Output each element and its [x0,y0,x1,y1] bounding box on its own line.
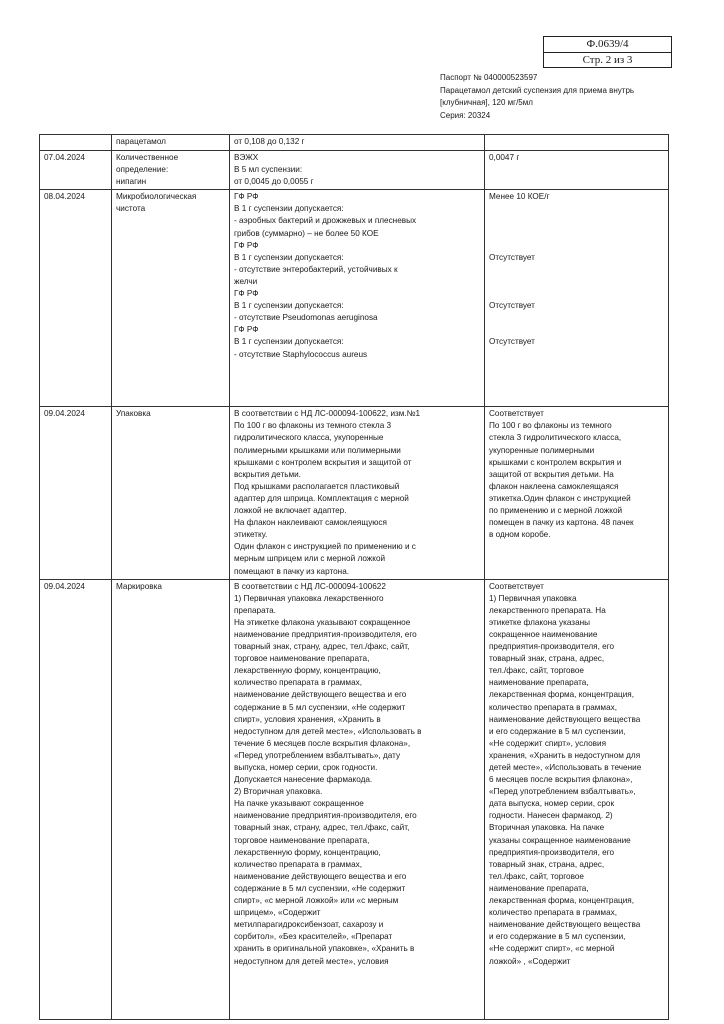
test-cell [112,579,230,1019]
result-line: предприятия-производителя, его [489,642,615,652]
date-line [44,136,107,148]
result-line [489,240,664,252]
result-line: указаны сокращенное наименование [489,835,631,845]
norm-line: метилпарагидроксибензоат, сахарозу и [234,920,384,930]
page-number: Стр. 2 из 3 [582,54,633,66]
result-line [489,264,664,276]
passport-header [440,72,634,122]
date-cell [40,151,112,190]
norm-line: ГФ РФ [234,289,259,299]
norm-line: от 0,108 до 0,132 г [234,137,305,146]
product-dosage: [клубничная], 120 мг/5мл [440,98,533,107]
norm-line: ГФ РФ [234,192,259,202]
result-line: и его содержание в 5 мл суспензии, [489,726,626,736]
result-line: 0,0047 г [489,153,520,162]
result-line: Отсутствует [489,337,535,347]
norm-line: Один флакон с инструкцией по применению и с [234,542,416,552]
result-line: «Перед употреблением взбалтывать», [489,787,636,797]
result-line: товарный знак, страна, адрес, [489,654,605,664]
norm-line: - отсутствие Pseudomonas aeruginosa [234,313,378,323]
norm-line: наименование предприятия-производителя, его [234,811,417,821]
norm-cell [230,579,485,1019]
norm-line: На пачке указывают сокращенное [234,799,364,809]
norm-line: - аэробных бактерий и дрожжевых и плесневых [234,216,417,226]
result-line: лекарственная форма, концентрация, [489,690,634,700]
test-line: Количественное [116,153,179,162]
form-code-box [543,36,672,68]
test-line: парацетамол [116,137,166,146]
result-line: по применению и с мерной ложкой [489,506,623,516]
date-cell [40,190,112,407]
norm-line: Допускается нанесение фармакода. [234,775,373,785]
norm-line: мерным шприцем или с мерной ложкой [234,554,386,564]
norm-line: наименование действующего вещества и его [234,690,407,700]
test-cell [112,135,230,151]
norm-line: хранить в оригинальной упаковке», «Хранить в [234,944,415,954]
norm-line: В 5 мл суспензии: [234,165,303,175]
result-cell [485,407,669,579]
norm-line: лекарственную форму, концентрацию, [234,847,381,857]
norm-line: шприцем», «Содержит [234,908,321,918]
norm-line: торговое наименование препарата, [234,835,370,845]
date-line: 09.04.2024 [44,581,85,591]
result-line: наименование препарата, [489,678,589,688]
result-line: защитой от вскрытия детьми. На [489,469,614,479]
result-line: укупоренные полимерными [489,445,595,455]
batch-series: Серия: 20324 [440,110,491,120]
test-cell [112,190,230,407]
result-line: Отсутствует [489,301,535,311]
norm-line: недоступном для детей месте», «Использовать в [234,726,422,736]
norm-line: По 100 г во флаконы из темного стекла 3 [234,421,392,431]
norm-line: помещают в пачку из картона. [234,566,350,576]
norm-line: наименование предприятия-производителя, его [234,629,417,639]
test-line: чистота [116,204,146,214]
norm-line: 1) Первичная упаковка лекарственного [234,593,384,603]
norm-line: сорбитол», «Без красителей», «Препарат [234,932,393,942]
norm-line: течение 6 месяцев после вскрытия флакона», [234,738,411,748]
norm-line: гидролитического класса, укупоренные [234,433,384,443]
table-row [40,190,669,407]
norm-line: ВЭЖХ [234,153,259,162]
result-line: Вторичная упаковка. На пачке [489,823,605,833]
table-row [40,407,669,579]
result-line: хранения, «Хранить в недоступном для [489,750,641,760]
result-line [489,312,664,324]
date-cell [40,579,112,1019]
date-line: 07.04.2024 [44,153,85,162]
norm-line: наименование действующего вещества и его [234,871,407,881]
result-line: этикетка.Один флакон с инструкцией [489,493,631,503]
norm-line: Под крышками располагается пластиковый [234,481,400,491]
table-row [40,151,669,190]
norm-line: спирт», условия хранения, «Хранить в [234,714,381,724]
passport-number: Паспорт № 040000523597 [440,73,538,82]
result-cell [485,579,669,1019]
result-line [489,228,664,240]
norm-line: препарата. [234,605,276,615]
norm-line: В 1 г суспензии допускается: [234,337,344,347]
result-line: товарный знак, страна, адрес, [489,859,605,869]
result-line: количество препарата в граммах, [489,908,617,918]
result-line: детей месте», «Использовать в течение [489,763,642,772]
norm-line: желчи [234,276,258,286]
norm-cell [230,151,485,190]
norm-line: На флакон наклеивают самоклеящуюся [234,518,387,528]
norm-line: товарный знак, страну, адрес, тел./факс, сайт, [234,642,410,652]
norm-line: В 1 г суспензии допускается: [234,301,344,311]
result-line: в одном коробе. [489,530,551,540]
result-line: ложкой» , «Содержит [489,956,571,966]
norm-line: полимерными крышками или полимерными [234,445,401,455]
result-line [489,203,664,215]
date-cell [40,407,112,579]
test-line: определение: [116,165,169,175]
norm-line: товарный знак, страну, адрес, тел./факс, сайт, [234,823,410,833]
result-line: 6 месяцев после вскрытия флакона», [489,775,633,785]
norm-line: количество препарата в граммах, [234,859,362,869]
norm-line: - отсутствие Staphylococcus aureus [234,349,368,359]
norm-line: от 0,0045 до 0,0055 г [234,177,314,187]
norm-line: содержание в 5 мл суспензии, «Не содержит [234,883,406,893]
norm-line: ГФ РФ [234,325,259,335]
date-cell [40,135,112,151]
norm-line: количество препарата в граммах, [234,678,362,688]
result-line: этикетке флакона указаны [489,617,591,627]
norm-line: В соответствии с НД ЛС-000094-100622, изм.№1 [234,409,421,419]
result-line: и его содержание в 5 мл суспензии, [489,932,626,942]
result-line: флакон наклеена самоклеящаяся [489,481,619,491]
result-line [489,276,664,288]
norm-line: В 1 г суспензии допускается: [234,204,344,214]
result-line: наименование действующего вещества [489,920,641,930]
norm-line: лекарственную форму, концентрацию, [234,666,381,676]
norm-line: вскрытия детьми. [234,469,301,479]
result-line [489,324,664,336]
norm-line: недоступном для детей месте», условия [234,956,389,966]
norm-line: ГФ РФ [234,240,259,250]
result-line: количество препарата в граммах, [489,702,617,712]
test-results-table [39,134,669,1020]
result-line: дата выпуска, номер серии, срок [489,799,615,809]
result-line: тел./факс, сайт, торговое [489,871,584,881]
norm-line: крышками с контролем вскрытия и защитой от [234,457,412,467]
table-row [40,579,669,1019]
result-line [489,288,664,300]
result-line: предприятия-производителя, его [489,847,615,857]
result-line: стекла 3 гидролитического класса, [489,433,622,443]
result-line: тел./факс, сайт, торговое [489,666,584,676]
norm-cell [230,190,485,407]
norm-line: - отсутствие энтеробактерий, устойчивых к [234,264,398,274]
test-line: Маркировка [116,581,162,591]
norm-line: «Перед употреблением взбалтывать», дату [234,750,401,760]
product-name: Парацетамол детский суспензия для приема внутрь [440,85,635,95]
norm-line: выпуска, номер серии, срок годности. [234,763,378,772]
norm-line: содержание в 5 мл суспензии, «Не содержит [234,702,406,712]
form-code: Ф.0639/4 [544,37,671,53]
result-line: 1) Первичная упаковка [489,593,577,603]
result-line [489,215,664,227]
norm-line: торговое наименование препарата, [234,654,370,664]
result-cell [485,135,669,151]
norm-line: В 1 г суспензии допускается: [234,252,344,262]
norm-line: На этикетке флакона указывают сокращенное [234,617,411,627]
norm-cell [230,407,485,579]
test-line: нипагин [116,177,147,187]
norm-cell [230,135,485,151]
result-line: наименование действующего вещества [489,714,641,724]
result-line: крышками с контролем вскрытия и [489,457,622,467]
result-line: «Не содержит спирт», условия [489,738,607,748]
norm-line: В соответствии с НД ЛС-000094-100622 [234,581,386,591]
result-line: годности. Нанесен фармакод. 2) [489,811,613,821]
table-row [40,135,669,151]
result-line: сокращенное наименование [489,629,598,639]
result-cell [485,190,669,407]
result-line: Соответствует [489,581,544,591]
norm-line: этикетку. [234,530,268,540]
test-line: Микробиологическая [116,192,197,202]
result-line: Отсутствует [489,252,535,262]
norm-line: ложкой не включает адаптер. [234,506,347,516]
norm-line: адаптер для шприца. Комплектация с мерной [234,493,409,503]
result-line: лекарственного препарата. На [489,605,606,615]
norm-line: грибов (суммарно) – не более 50 КОЕ [234,228,379,238]
date-line: 08.04.2024 [44,192,85,202]
result-line: По 100 г во флаконы из темного [489,421,612,431]
result-line: наименование препарата, [489,883,589,893]
test-line: Упаковка [116,409,151,419]
result-line: помещен в пачку из картона. 48 пачек [489,518,634,528]
result-cell [485,151,669,190]
test-cell [112,151,230,190]
norm-line: спирт», «с мерной ложкой» или «с мерным [234,896,399,906]
test-cell [112,407,230,579]
result-line: Соответствует [489,409,544,419]
norm-line: 2) Вторичная упаковка. [234,787,323,797]
result-line: Менее 10 КОЕ/г [489,192,550,202]
result-line: «Не содержит спирт», «с мерной [489,944,615,954]
date-line: 09.04.2024 [44,409,85,419]
result-line: лекарственная форма, концентрация, [489,896,634,906]
